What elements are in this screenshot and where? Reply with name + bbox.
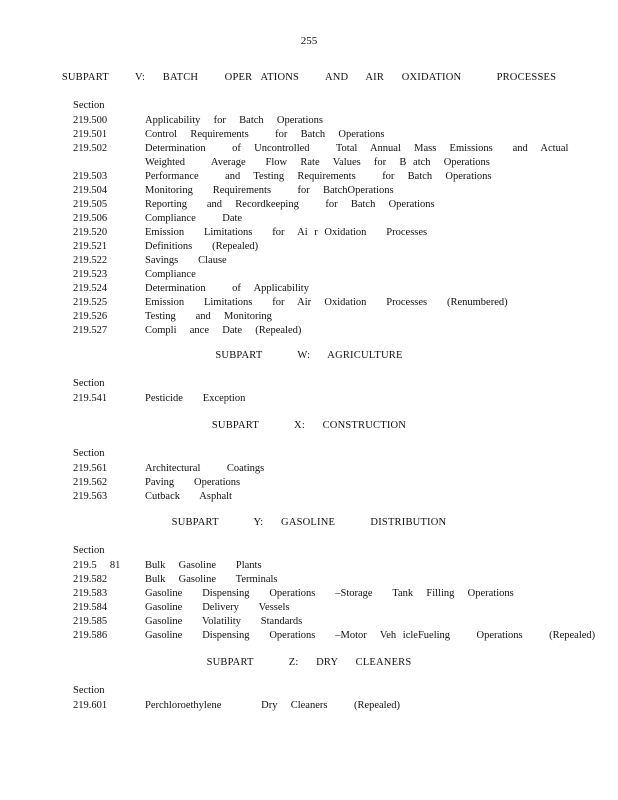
section-number: 219.585 xyxy=(73,616,108,627)
section-number: 219.586 xyxy=(73,630,108,641)
section-title: Performance and Testing Requirements for Batch Operations xyxy=(145,171,492,182)
section-number: 219.541 xyxy=(73,393,108,404)
section-number: 219.526 xyxy=(73,311,108,322)
section-label: Section xyxy=(73,545,105,556)
section-number: 219.524 xyxy=(73,283,108,294)
section-number: 219.502 xyxy=(73,143,108,154)
section-number: 219.506 xyxy=(73,213,108,224)
section-label: Section xyxy=(73,100,105,111)
section-title: Savings Clause xyxy=(145,255,227,266)
subpart-v-heading: SUBPART V: BATCH OPER ATIONS AND AIR OXIDATION PROCESSES xyxy=(61,72,557,83)
section-number: 219.503 xyxy=(73,171,108,182)
subpart-z-heading: SUBPART Z: DRY CLEANERS xyxy=(206,657,412,668)
section-number: 219.584 xyxy=(73,602,108,613)
section-number: 219.525 xyxy=(73,297,108,308)
section-number: 219.522 xyxy=(73,255,108,266)
section-number: 219.523 xyxy=(73,269,108,280)
section-title: Determination of Uncontrolled Total Annual Mass Emissions and Actual xyxy=(145,143,569,154)
section-title: Cutback Asphalt xyxy=(145,491,232,502)
section-number: 219.527 xyxy=(73,325,108,336)
section-title: Compliance Date xyxy=(145,213,243,224)
section-title: Bulk Gasoline Plants xyxy=(145,560,262,571)
subpart-x-heading: SUBPART X: CONSTRUCTION xyxy=(211,420,407,431)
section-number: 219.583 xyxy=(73,588,108,599)
section-title: Applicability for Batch Operations xyxy=(145,115,323,126)
section-title: Control Requirements for Batch Operations xyxy=(145,129,385,140)
section-title: Compliance xyxy=(145,269,196,280)
section-title: Monitoring Requirements for BatchOperations xyxy=(145,185,394,196)
section-label: Section xyxy=(73,685,105,696)
section-number: 219.504 xyxy=(73,185,108,196)
section-number: 219.601 xyxy=(73,700,108,711)
section-title: Testing and Monitoring xyxy=(145,311,272,322)
section-title: Definitions (Repealed) xyxy=(145,241,259,252)
section-title: Reporting and Recordkeeping for Batch Operations xyxy=(145,199,435,210)
section-number: 219.501 xyxy=(73,129,108,140)
section-title: Perchloroethylene Dry Cleaners (Repealed) xyxy=(145,700,401,711)
section-number: 219.5 81 xyxy=(73,560,121,571)
section-number: 219.500 xyxy=(73,115,108,126)
section-title: Gasoline Dispensing Operations –Motor Veh icleFueling Operations (Repealed) xyxy=(145,630,596,641)
section-number: 219.520 xyxy=(73,227,108,238)
section-title: Gasoline Delivery Vessels xyxy=(145,602,290,613)
section-label: Section xyxy=(73,378,105,389)
section-title: Gasoline Dispensing Operations –Storage Tank Filling Operations xyxy=(145,588,514,599)
section-number: 219.505 xyxy=(73,199,108,210)
section-title: Determination of Applicability xyxy=(145,283,309,294)
section-title: Emission Limitations for Air Oxidation Processes (Renumbered) xyxy=(145,297,508,308)
section-title: Paving Operations xyxy=(145,477,241,488)
section-title: Gasoline Volatility Standards xyxy=(145,616,303,627)
page-number: 255 xyxy=(300,35,318,47)
section-number: 219.582 xyxy=(73,574,108,585)
section-title: Compli ance Date (Repealed) xyxy=(145,325,302,336)
section-number: 219.561 xyxy=(73,463,108,474)
section-title: Bulk Gasoline Terminals xyxy=(145,574,278,585)
subpart-w-heading: SUBPART W: AGRICULTURE xyxy=(215,350,403,361)
section-number: 219.521 xyxy=(73,241,108,252)
section-number: 219.562 xyxy=(73,477,108,488)
section-title: Pesticide Exception xyxy=(145,393,246,404)
section-number: 219.563 xyxy=(73,491,108,502)
section-title: Architectural Coatings xyxy=(145,463,265,474)
section-title: Emission Limitations for Ai r Oxidation Processes xyxy=(145,227,428,238)
section-label: Section xyxy=(73,448,105,459)
subpart-y-heading: SUBPART Y: GASOLINE DISTRIBUTION xyxy=(171,517,447,528)
section-title-continued: Weighted Average Flow Rate Values for B atch Operations xyxy=(145,157,490,168)
